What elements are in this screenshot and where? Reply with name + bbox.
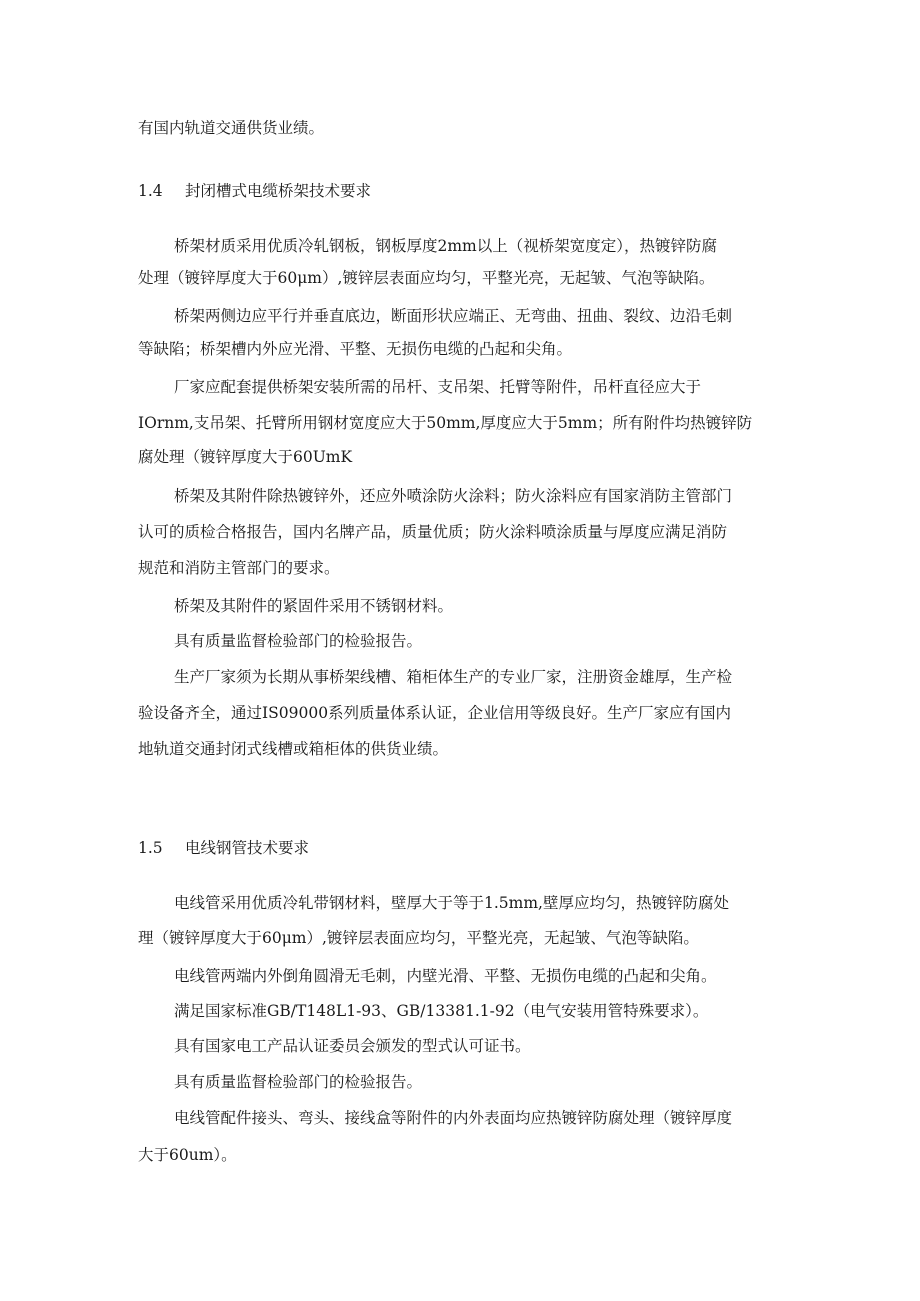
paragraph-line: 认可的质检合格报告，国内名牌产品，质量优质；防火涂料喷涂质量与厚度应满足消防 [138,523,728,541]
paragraph-line: 等缺陷；桥架槽内外应光滑、平整、无损伤电缆的凸起和尖角。 [138,340,573,358]
section-title: 电线钢管技术要求 [185,839,310,857]
section-heading-1-5 [138,838,788,858]
paragraph-line: 厂家应配套提供桥架安装所需的吊杆、支吊架、托臂等附件，吊杆直径应大于 [174,378,702,396]
paragraph-line: 具有质量监督检验部门的检验报告。 [174,632,423,650]
paragraph-line: 桥架两侧边应平行并垂直底边，断面形状应端正、无弯曲、扭曲、裂纹、边沿毛刺 [174,307,733,325]
section-title: 封闭槽式电缆桥架技术要求 [185,182,372,200]
paragraph-line: 具有质量监督检验部门的检验报告。 [174,1073,423,1091]
paragraph-line: 满足国家标准GB/T148L1-93、GB/13381.1-92（电气安装用管特殊要求）。 [174,1002,709,1020]
section-heading-1-4 [138,181,788,201]
paragraph-line: 规范和消防主管部门的要求。 [138,559,340,577]
paragraph-line: 桥架及其附件的紧固件采用不锈钢材料。 [174,597,454,615]
paragraph-line: 处理（镀锌厚度大于60μm）,镀锌层表面应均匀，平整光亮，无起皱、气泡等缺陷。 [138,269,715,287]
section-number: 1.4 [138,182,163,200]
section-number: 1.5 [138,839,163,857]
paragraph-line: 桥架材质采用优质冷轧钢板，钢板厚度2mm以上（视桥架宽度定），热镀锌防腐 [174,237,718,255]
paragraph-line: 生产厂家须为长期从事桥架线槽、箱柜体生产的专业厂家，注册资金雄厚，生产检 [174,668,733,686]
paragraph-line: 理（镀锌厚度大于60μm）,镀锌层表面应均匀，平整光亮，无起皱、气泡等缺陷。 [138,929,699,947]
paragraph-line: 电线管配件接头、弯头、接线盒等附件的内外表面均应热镀锌防腐处理（镀锌厚度 [174,1109,733,1127]
paragraph-line: 地轨道交通封闭式线槽或箱柜体的供货业绩。 [138,740,449,758]
paragraph-line: 腐处理（镀锌厚度大于60UmK [138,448,353,466]
paragraph-line: 桥架及其附件除热镀锌外，还应外喷涂防火涂料；防火涂料应有国家消防主管部门 [174,487,733,505]
paragraph-line: 具有国家电工产品认证委员会颁发的型式认可证书。 [174,1037,531,1055]
intro-tail: 有国内轨道交通供货业绩。 [138,119,325,137]
paragraph-line: 电线管两端内外倒角圆滑无毛刺，内壁光滑、平整、无损伤电缆的凸起和尖角。 [174,967,717,985]
paragraph-line: IOrnm,支吊架、托臂所用钢材宽度应大于50mm,厚度应大于5mm；所有附件均热镀锌防 [138,414,753,432]
paragraph-line: 电线管采用优质冷轧带钢材料，壁厚大于等于1.5mm,壁厚应均匀，热镀锌防腐处 [174,894,729,912]
paragraph-line: 验设备齐全，通过IS09000系列质量体系认证，企业信用等级良好。生产厂家应有国内 [138,704,732,722]
paragraph-line: 大于60um）。 [138,1146,237,1164]
